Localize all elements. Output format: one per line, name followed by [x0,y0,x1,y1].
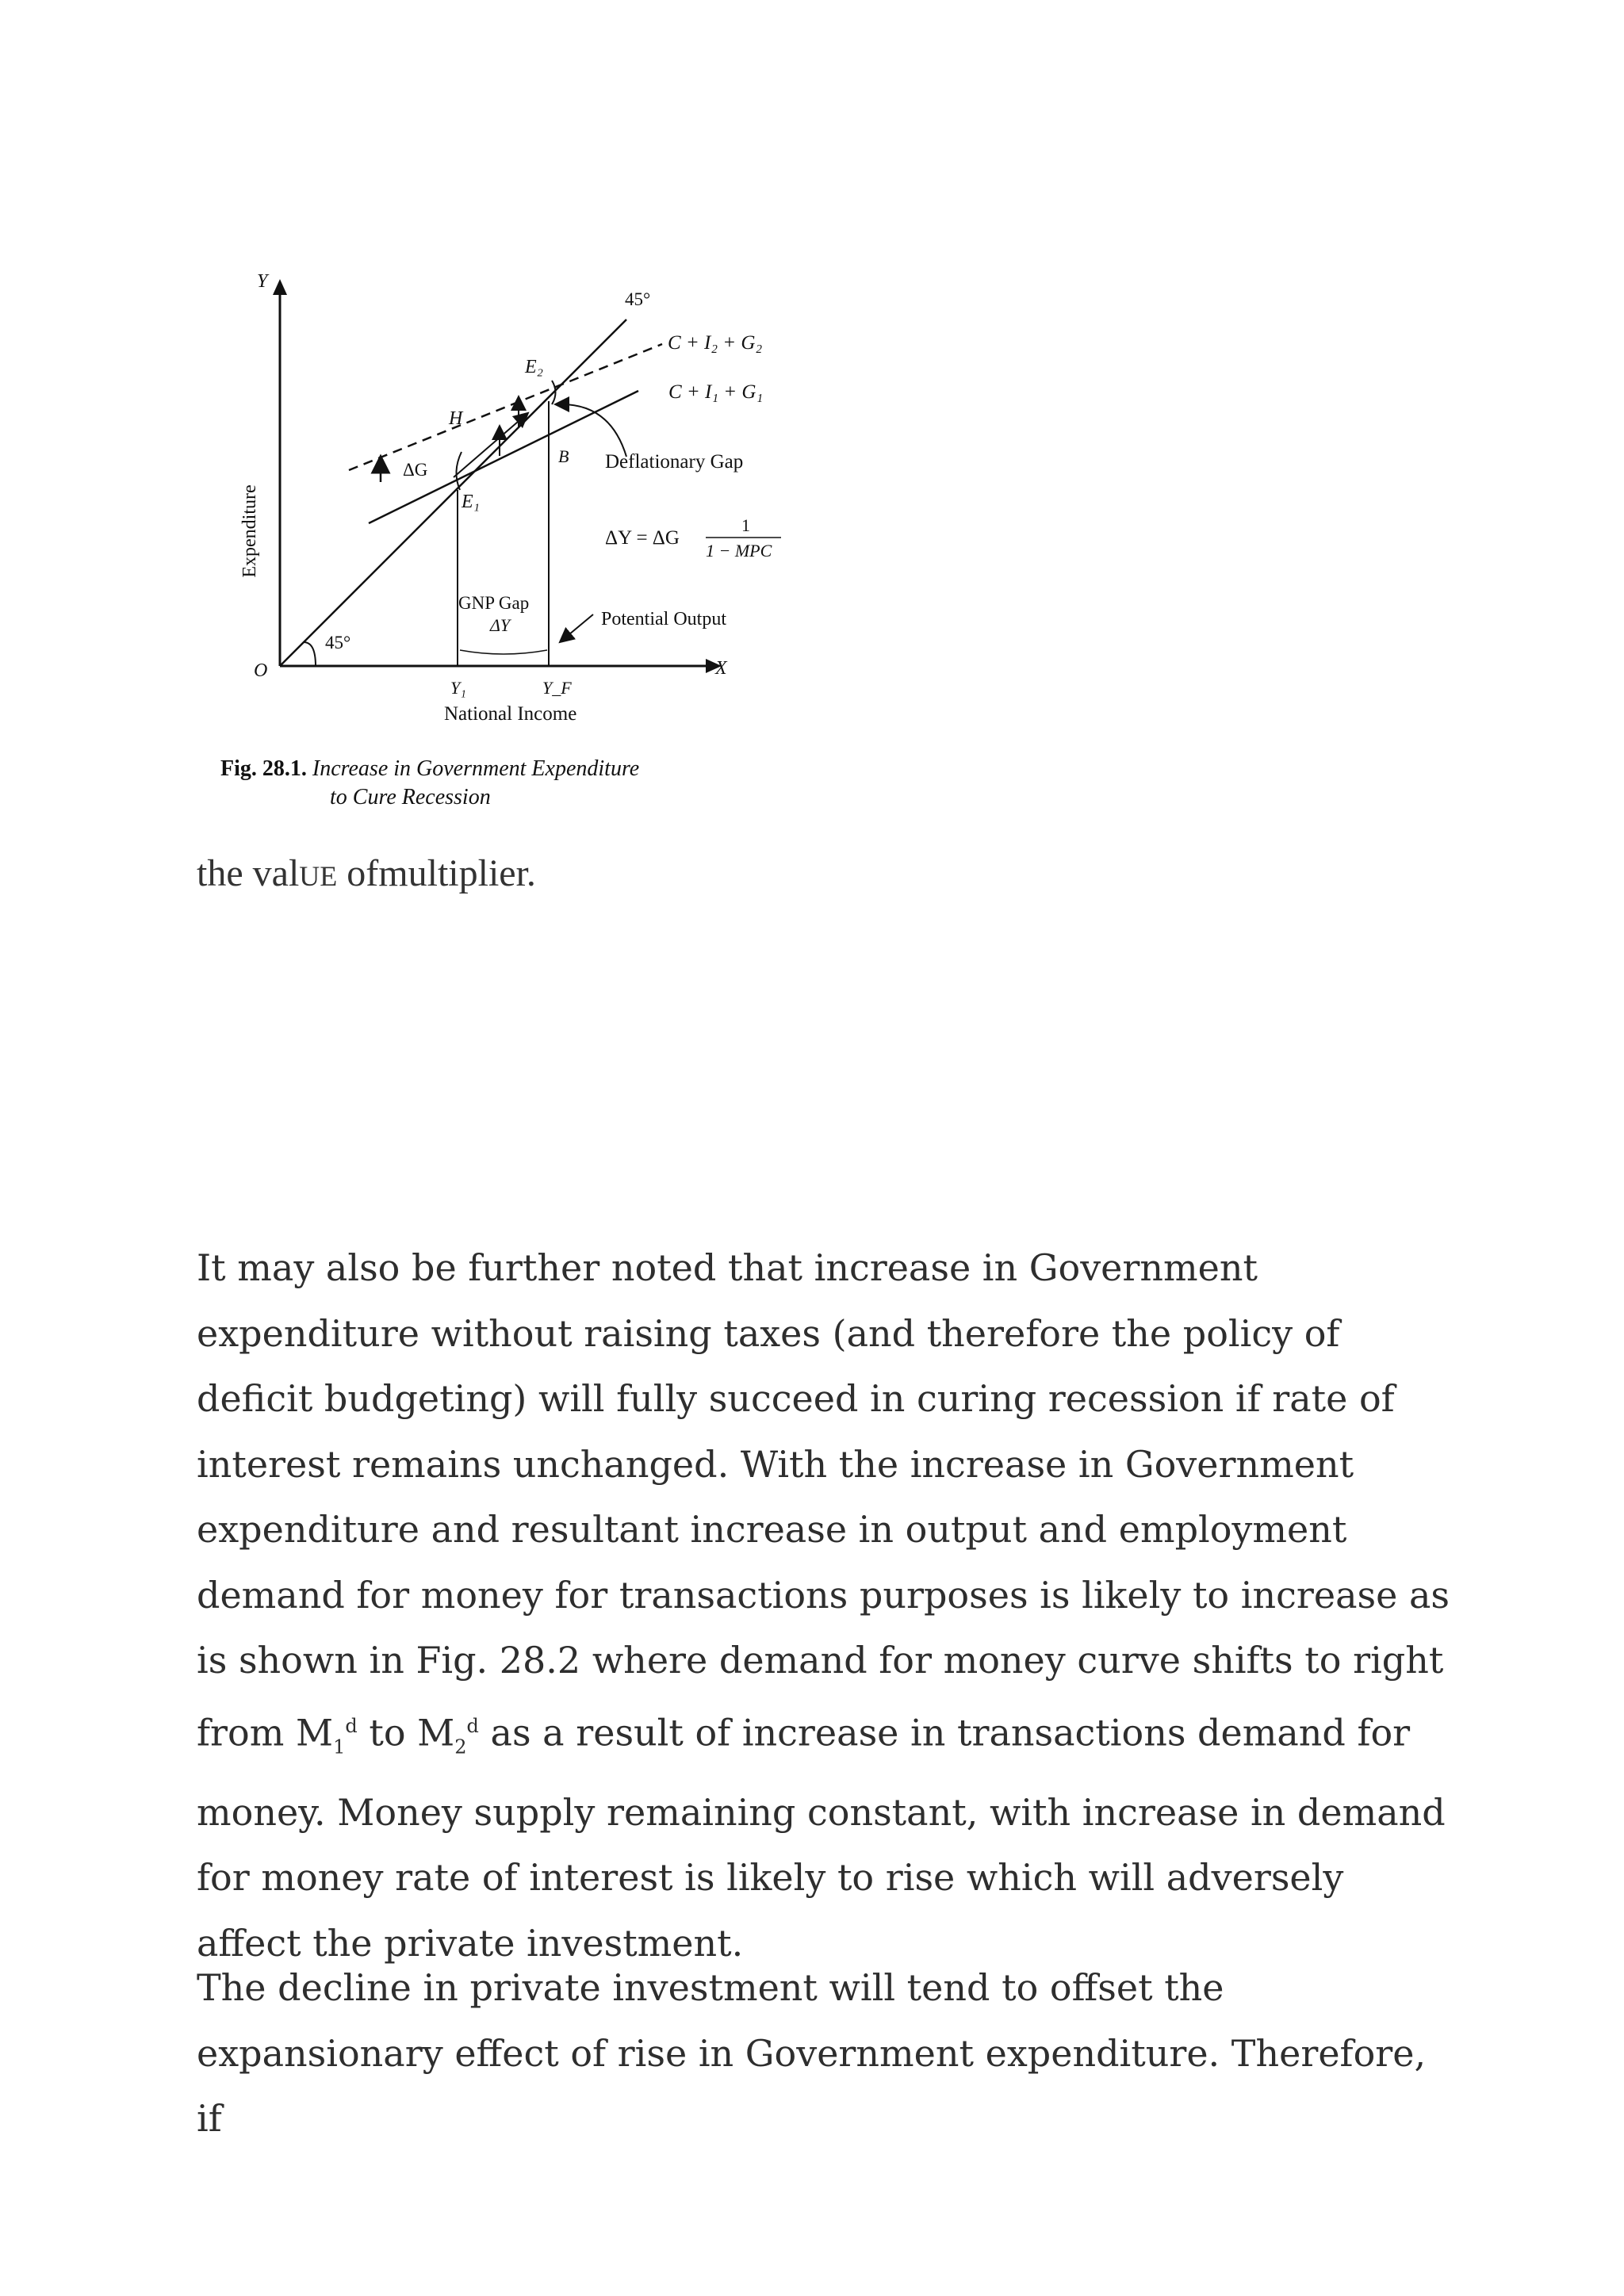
fragment-after: ofmultiplier. [337,852,536,894]
curve-upper-label: C + I₂ + G₂ [668,332,763,354]
gnp-gap-delta-label: ΔY [490,615,511,635]
tick-y1-label: Y₁ [450,678,466,698]
forty-five-degree-line [280,320,626,666]
figure-28-1 [230,270,817,745]
paragraph1-part3: as a result of increase in transactions demand for money. Money supply remaining constant, with increase in demand for money rate of interest is likely to rise which will adversely affect the private investment. [197,1710,1446,1965]
curve-lower-label: C + I₁ + G₁ [668,381,764,403]
paragraph-deficit-budgeting [197,1235,1450,1976]
paragraph-private-investment: The decline in private investment will tend to offset the expansionary effect of rise in Government expenditure. Therefore, if [197,1966,1427,2140]
point-h-label: H [449,408,463,429]
figure-caption [220,755,823,812]
paragraph1-sup2: d [466,1714,479,1737]
aggregate-demand-line-1 [369,391,638,523]
y-axis-arrow-icon [273,279,287,295]
income-expenditure-diagram [230,270,817,745]
point-b-label: B [558,446,569,466]
paragraph1-part2: to M [357,1710,455,1754]
paragraph1-sub1: 1 [333,1735,346,1758]
fragment-smallcaps: UE [299,860,338,892]
y-axis-letter: Y [257,271,268,292]
caption-number: Fig. 28.1. [220,756,307,781]
text-fragment [197,850,536,900]
paragraph1-sup1: d [345,1714,358,1737]
gnp-gap-label: GNP Gap [458,593,530,613]
potential-output-label: Potential Output [601,609,726,629]
multiplier-numerator: 1 [741,515,750,535]
gnp-gap-brace [460,650,547,654]
angle-origin-label: 45° [325,633,351,652]
point-e1-label: E₁ [462,492,481,512]
potential-output-pointer [565,614,593,638]
shift-arrow-2 [454,417,523,477]
tick-yf-label: Y_F [542,678,572,698]
deflationary-gap-pointer [561,404,626,457]
fragment-before: the val [197,852,300,894]
delta-g-label: ΔG [403,460,428,480]
multiplier-denominator: 1 − MPC [706,541,772,561]
x-axis-letter: X [715,658,727,679]
paragraph1-part1: It may also be further noted that increase in Government expenditure without raising taxes (and therefore the policy of deficit budgeting) will fully succeed in curing recession if rate of interest remains unchanged. With the increase in Government expenditure and resultant increase in output and employment demand for money for transactions purposes is likely to increase as is shown in Fig. 28.2 where demand for money curve shifts to right from M [197,1246,1450,1754]
caption-title-line1: Increase in Government Expenditure [312,756,640,781]
y-axis-title: Expenditure [239,484,260,578]
angle-top-label: 45° [625,289,651,309]
paragraph1-sub2: 2 [454,1735,467,1758]
point-e2-label: E₂ [525,357,544,377]
multiplier-lhs: ΔY = ΔG [605,527,680,549]
origin-label: O [254,660,268,681]
origin-angle-arc [304,642,316,666]
deflationary-gap-label: Deflationary Gap [605,451,744,473]
x-axis-title: National Income [444,703,577,725]
caption-title-line2: to Cure Recession [330,785,491,809]
